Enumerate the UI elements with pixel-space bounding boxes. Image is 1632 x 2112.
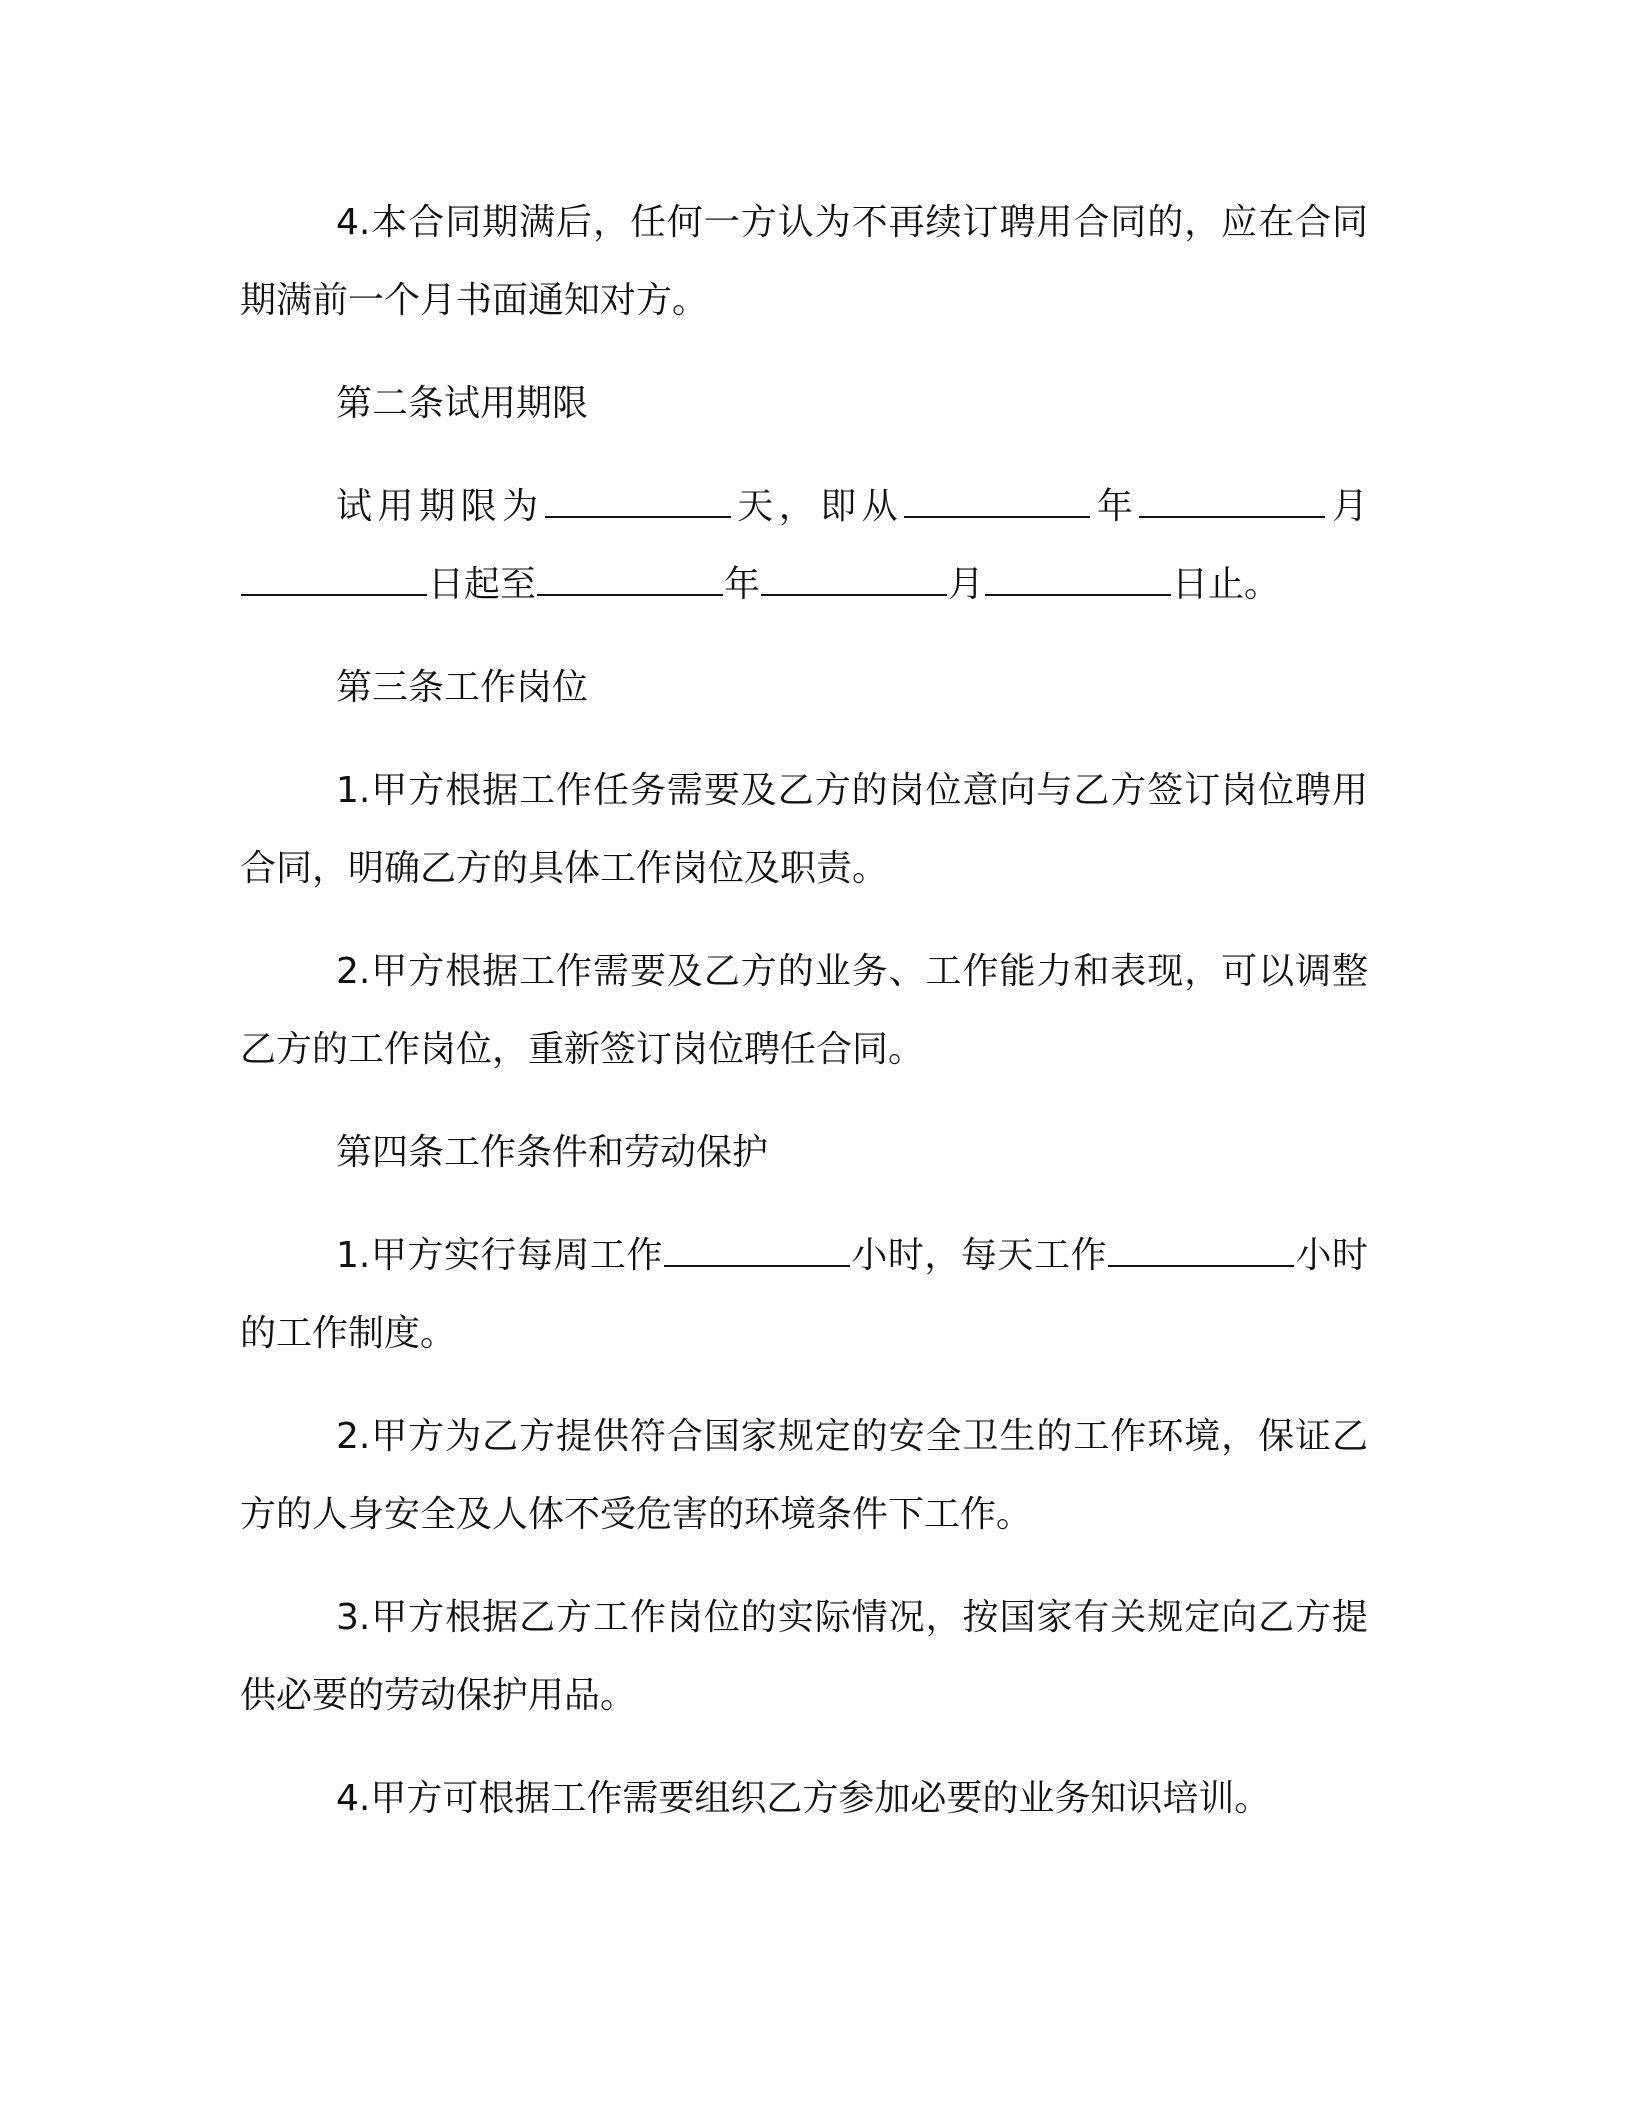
blank-start-month xyxy=(1139,486,1325,518)
paragraph-protective-equipment: 3.甲方根据乙方工作岗位的实际情况，按国家有关规定向乙方提供必要的劳动保护用品。 xyxy=(240,1597,1368,1716)
blank-end-month xyxy=(761,564,947,596)
heading-article-3: 第三条工作岗位 xyxy=(336,667,589,708)
probation-text-5: 日起至 xyxy=(428,564,537,605)
probation-text-6: 年 xyxy=(724,564,761,605)
probation-text-3: 年 xyxy=(1091,486,1139,527)
blank-start-day xyxy=(241,564,427,596)
probation-text-7: 月 xyxy=(948,564,985,605)
blank-start-year xyxy=(904,486,1090,518)
paragraph-training: 4.甲方可根据工作需要组织乙方参加必要的业务知识培训。 xyxy=(336,1778,1271,1819)
paragraph-contract-expiry: 4.本合同期满后，任何一方认为不再续订聘用合同的，应在合同期满前一个月书面通知对方。 xyxy=(240,202,1368,321)
probation-text-2: 天，即从 xyxy=(731,486,904,527)
hours-text-3: 小时的工作制度。 xyxy=(240,1235,1368,1354)
paragraph-safety-environment: 2.甲方为乙方提供符合国家规定的安全卫生的工作环境，保证乙方的人身安全及人体不受危害的环境条件下工作。 xyxy=(240,1416,1368,1535)
blank-end-day xyxy=(985,564,1171,596)
paragraph-probation-period xyxy=(240,468,1368,624)
hours-text-2: 小时，每天工作 xyxy=(850,1235,1107,1276)
heading-article-4: 第四条工作条件和劳动保护 xyxy=(336,1132,769,1173)
hours-text-1: 1.甲方实行每周工作 xyxy=(336,1235,663,1276)
probation-text-1: 试用期限为 xyxy=(336,486,544,527)
paragraph-position-2: 2.甲方根据工作需要及乙方的业务、工作能力和表现，可以调整乙方的工作岗位，重新签订岗位聘任合同。 xyxy=(240,951,1368,1070)
blank-end-year xyxy=(537,564,723,596)
blank-daily-hours xyxy=(1108,1235,1294,1267)
probation-text-4: 月 xyxy=(1326,486,1368,527)
blank-days xyxy=(545,486,731,518)
document-body xyxy=(240,184,1368,1863)
blank-weekly-hours xyxy=(664,1235,850,1267)
paragraph-working-hours xyxy=(240,1217,1368,1373)
heading-article-2: 第二条试用期限 xyxy=(336,383,589,424)
paragraph-position-1: 1.甲方根据工作任务需要及乙方的岗位意向与乙方签订岗位聘用合同，明确乙方的具体工作岗位及职责。 xyxy=(240,770,1368,889)
probation-text-8: 日止。 xyxy=(1172,564,1281,605)
